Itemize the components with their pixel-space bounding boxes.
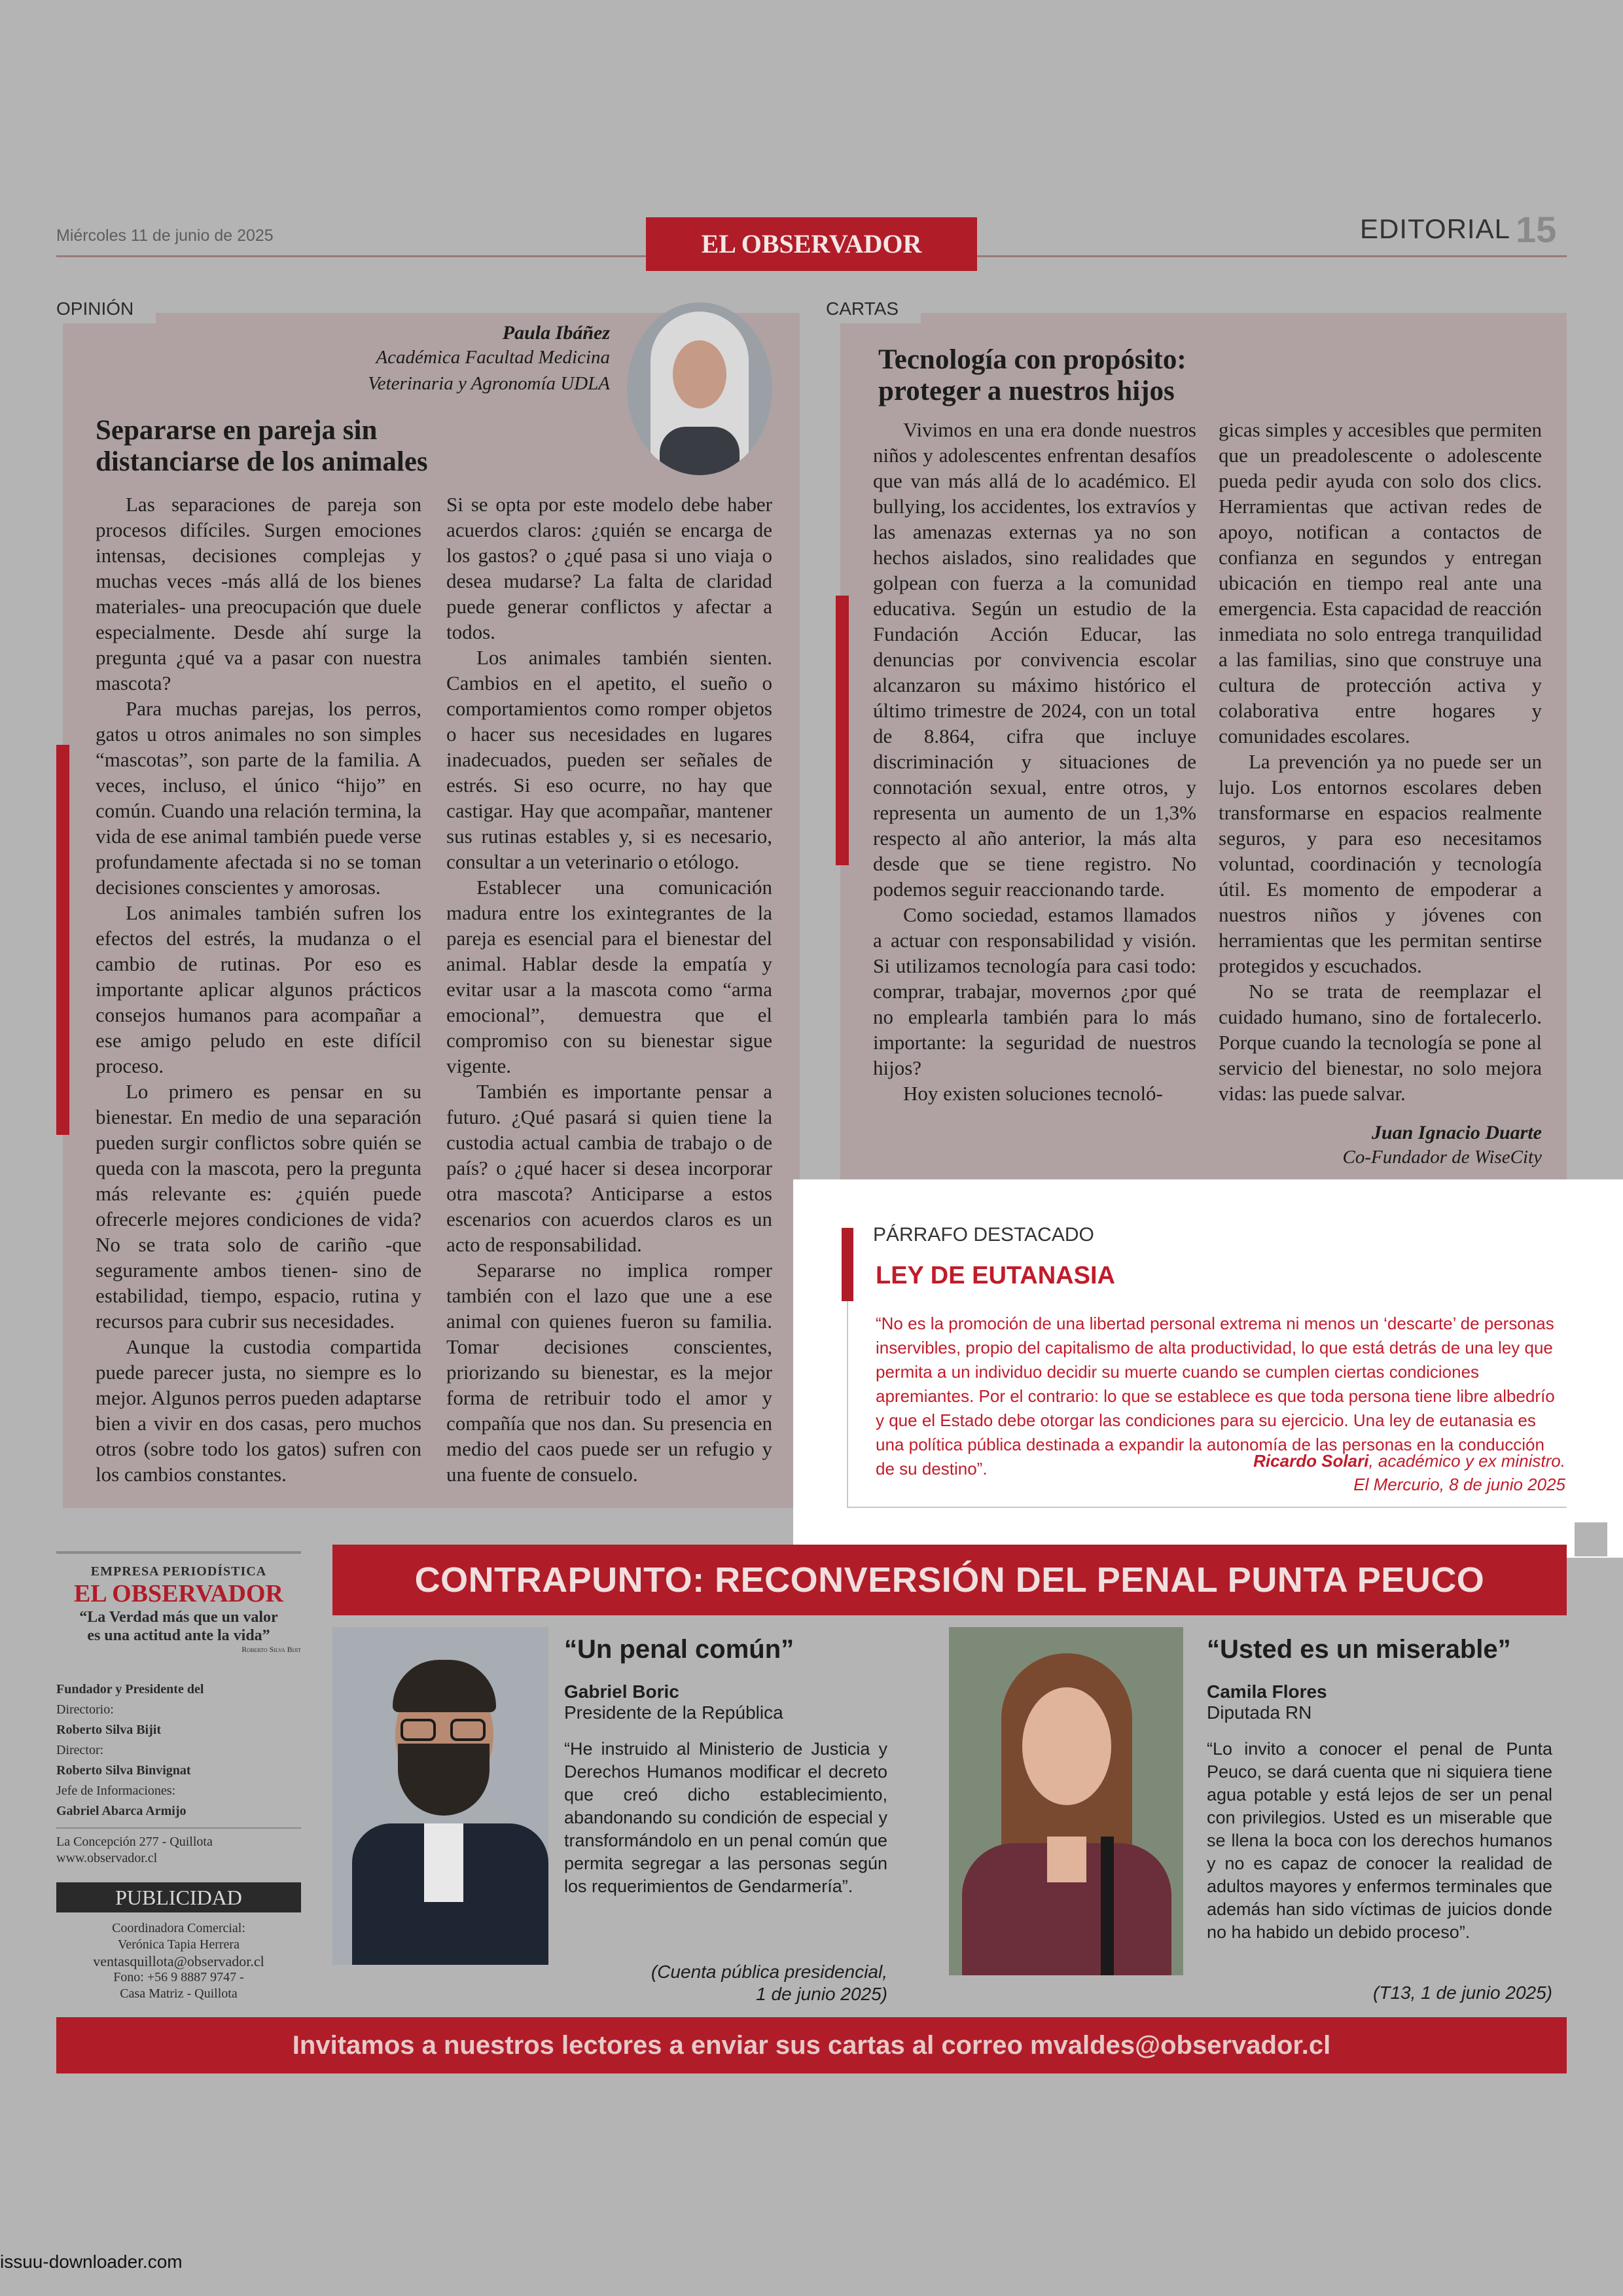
opinion-paragraph: Aunque la custodia compartida puede parecer justa, no siempre es lo mejor. Algunos perros pueden adaptarse bien a vivir en dos casas, pero muchos otros (sobre todo los gatos) sufren con los cambios constantes.: [96, 1335, 421, 1486]
opinion-paragraph: Los animales también sienten. Cambios en el apetito, el sueño o comportamientos como romper objetos o hacer sus necesidades en lugares inadecuados, pueden ser señales de estrés. Si eso ocurre, no hay que castigar. Hay que acompañar, mantener sus rutinas estables y, si es necesario, consultar a un veterinario o etólogo.: [446, 646, 772, 873]
ads-label: PUBLICIDAD: [56, 1882, 301, 1912]
opinion-paragraph: También es importante pensar a futuro. ¿Qué pasará si quien tiene la custodia actual cambia de trabajo o de país? o ¿qué hacer si desea incorporar otra mascota? Anticiparse a estos escenarios con acuerdos claros es un acto de responsabilidad.: [446, 1080, 772, 1256]
contrapunto-title: CONTRAPUNTO: RECONVERSIÓN DEL PENAL PUNTA PEUCO: [332, 1545, 1567, 1615]
opinion-author-role-1: Académica Facultad Medicina: [376, 347, 610, 368]
cartas-signature: [1219, 1122, 1542, 1170]
masthead-motto-2: es una actitud ante la vida”: [87, 1627, 270, 1644]
masthead-motto-1: “La Verdad más que un valor: [79, 1609, 278, 1626]
flores-quote-title: “Usted es un miserable”: [1207, 1635, 1511, 1664]
opinion-author-role-2: Veterinaria y Agronomía UDLA: [368, 373, 610, 394]
cartas-headline: [878, 344, 1467, 407]
highlight-attribution: [876, 1449, 1565, 1496]
masthead-staff: [56, 1679, 301, 1821]
cartas-label: CARTAS: [826, 298, 921, 323]
corner-mark: [1575, 1522, 1607, 1556]
ads-line-5: Casa Matriz - Quillota: [120, 1986, 238, 2001]
masthead: [56, 1564, 301, 1655]
boric-source-line2: 1 de junio 2025): [756, 1984, 887, 2004]
highlight-author-role: , académico y ex ministro.: [1368, 1451, 1565, 1471]
cartas-headline-line2: proteger a nuestros hijos: [878, 376, 1175, 406]
boric-name: Gabriel Boric: [564, 1681, 679, 1702]
masthead-web[interactable]: www.observador.cl: [56, 1851, 158, 1865]
boric-quote-text: “He instruido al Ministerio de Justicia y Derechos Humanos modificar el decreto que creó dicho establecimiento, abandonando su condición de especial y transformándolo en un penal común que permita segregar a las personas según los requerimientos de Gendarmería”.: [564, 1739, 887, 1896]
opinion-column-2: [446, 492, 772, 1487]
staff-info-label: Jefe de Informaciones:: [56, 1784, 176, 1798]
cartas-paragraph: No se trata de reemplazar el cuidado humano, sino de fortalecerlo. Porque cuando la tecnología se pone al servicio del bienestar, no solo mejora vidas: las puede salvar.: [1219, 980, 1542, 1105]
opinion-column-1: [96, 492, 421, 1487]
flores-source: (T13, 1 de junio 2025): [1373, 1982, 1552, 2003]
masthead-top-rule: [56, 1551, 301, 1554]
opinion-author-name: Paula Ibáñez: [502, 322, 610, 344]
opinion-byline: [288, 322, 610, 397]
masthead-name: EL OBSERVADOR: [73, 1580, 283, 1607]
ads-line-2: Verónica Tapia Herrera: [118, 1937, 240, 1952]
masthead-address-line: La Concepción 277 - Quillota: [56, 1835, 213, 1849]
opinion-headline-line1: Separarse en pareja sin: [96, 415, 378, 446]
boric-source: [564, 1961, 887, 2005]
cartas-paragraph: Hoy existen soluciones tecnoló-: [903, 1082, 1163, 1105]
staff-founder-name: Roberto Silva Bijit: [56, 1723, 161, 1737]
flores-role: Diputada RN: [1207, 1702, 1312, 1723]
masthead-motto-author: Roberto Silva Bijit: [241, 1645, 301, 1654]
opinion-accent-bar: [56, 745, 69, 1135]
highlight-title: LEY DE EUTANASIA: [876, 1262, 1115, 1289]
highlight-text: “No es la promoción de una libertad personal extrema ni menos un ‘descarte’ de personas inservibles, propio del capitalismo de alta productividad, lo que está detrás de una ley que permita a un individuo decidir su muerte cuando se cumplen ciertas condiciones apremiantes. Por el contrario: lo que se establece es que toda persona tiene libre albedrío y que el Estado debe otorgar las condiciones para su ejercicio. Una ley de eutanasia es una política pública destinada a expandir la autonomía de las personas en la conducción de su destino”.: [876, 1314, 1555, 1479]
page-number: 15: [1516, 209, 1557, 250]
cartas-signature-name: Juan Ignacio Duarte: [1371, 1122, 1542, 1143]
staff-founder-label-2: Directorio:: [56, 1702, 114, 1717]
boric-source-line1: (Cuenta pública presidencial,: [651, 1962, 887, 1982]
cartas-paragraph: Vivimos en una era donde nuestros niños y adolescentes enfrentan desafíos que van más allá de lo académico. El bullying, los accidentes, los extravíos y las amenazas externas ya no son hechos aislados, sino realidades que golpean con fuerza a la comunidad educativa. Según un estudio de la Fundación Acción Educar, las denuncias por convivencia escolar alcanzaron su máximo histórico el último trimestre de 2024, con un total de 8.864, cifra que incluye discriminación y situaciones de connotación sexual, entre otros, y representa un aumento de un 1,3% respecto al año anterior, la más alta desde que se tiene registro. No podemos seguir reaccionando tarde.: [873, 418, 1196, 901]
highlight-label: PÁRRAFO DESTACADO: [873, 1224, 1094, 1246]
ads-email[interactable]: ventasquillota@observador.cl: [93, 1953, 264, 1969]
highlight-accent-bar: [842, 1228, 853, 1301]
opinion-paragraph: Separarse no implica romper también con el lazo que une a ese animal con quienes fueron su familia. Tomar decisiones conscientes, priorizando su bienestar, es la mejor forma de retribuir todo el amor y compañía que nos dan. Su presencia en medio del caos puede ser un refugio y una fuente de consuelo.: [446, 1259, 772, 1486]
ads-phone: Fono: +56 9 8887 9747 -: [113, 1970, 244, 1984]
cartas-signature-role: Co-Fundador de WiseCity: [1342, 1147, 1542, 1168]
cartas-headline-line1: Tecnología con propósito:: [878, 344, 1186, 375]
staff-founder-label-1: Fundador y Presidente del: [56, 1682, 204, 1696]
ads-line-1: Coordinadora Comercial:: [112, 1921, 245, 1935]
highlight-author-line: [876, 1449, 1565, 1473]
opinion-label: OPINIÓN: [56, 298, 156, 323]
masthead-address: [56, 1834, 301, 1867]
staff-director-name: Roberto Silva Binvignat: [56, 1763, 191, 1778]
watermark: issuu-downloader.com: [0, 2251, 183, 2272]
masthead-rule: [56, 1827, 301, 1829]
ads-contact: [56, 1920, 301, 2002]
boric-photo: [332, 1627, 548, 1965]
flores-quote-text: “Lo invito a conocer el penal de Punta Peuco, se dará cuenta que ni siquiera tiene agua potable y está lejos de ser un penal con privilegios. Usted es un miserable que se llena la boca con los derechos humanos y no es capaz de conocer la realidad de adultos mayores y enfermos terminales que además han sido víctimas de juicios donde no ha habido un debido proceso”.: [1207, 1739, 1552, 1942]
highlight-author: Ricardo Solari: [1253, 1451, 1369, 1471]
highlight-source: El Mercurio, 8 de junio 2025: [1353, 1475, 1565, 1494]
section-name: EDITORIAL: [1360, 213, 1510, 244]
flores-quote: [1207, 1635, 1552, 1944]
opinion-headline-line2: distanciarse de los animales: [96, 446, 428, 477]
opinion-headline: [96, 415, 593, 478]
opinion-paragraph: Los animales también sufren los efectos del estrés, la mudanza o el cambio de rutinas. Por eso es importante aplicar algunos prácticos consejos humanos para acompañar a ese amigo peludo en este difícil proceso.: [96, 901, 421, 1077]
cartas-paragraph: Como sociedad, estamos llamados a actuar con responsabilidad y visión. Si utilizamos tecnología para casi todo: comprar, trabajar, movernos ¿por qué no emplearla también para lo más importante: la seguridad de nuestros hijos?: [873, 903, 1196, 1079]
issue-date: Miércoles 11 de junio de 2025: [56, 226, 274, 245]
cartas-paragraph: gicas simples y accesibles que permiten que un preadolescente o adolescente pueda pedir ayuda con solo dos clics. Herramientas que activan redes de apoyo, notifican a contactos de confianza en segundos y entregan ubicación en tiempo real ante una emergencia. Esta capacidad de reacción inmediata no solo entrega tranquilidad a las familias, sino que construye una cultura de protección activa y colaborativa entre hogares y comunidades escolares.: [1219, 418, 1542, 747]
opinion-author-photo: [627, 302, 772, 475]
opinion-paragraph: Para muchas parejas, los perros, gatos u otros animales no son simples “mascotas”, son parte de la familia. A veces, incluso, el único “hijo” en común. Cuando una relación termina, la vida de ese animal también puede verse profundamente afectada si no se toman decisiones conscientes y amorosas.: [96, 697, 421, 899]
opinion-paragraph: Si se opta por este modelo debe haber acuerdos claros: ¿quién se encarga de los gastos? o ¿qué pasa si uno viaja o desea mudarse? La falta de claridad puede generar conflictos y afectar a todos.: [446, 493, 772, 643]
masthead-kicker: EMPRESA PERIODÍSTICA: [90, 1564, 267, 1579]
boric-role: Presidente de la República: [564, 1702, 783, 1723]
opinion-paragraph: Lo primero es pensar en su bienestar. En medio de una separación pueden surgir conflictos sobre quién se queda con la mascota, pero la pregunta más relevante es: ¿quién puede ofrecerle mejores condiciones de vida? No se trata solo de cariño -que seguramente ambos tienen- sino de estabilidad, tiempo, espacio, rutina y recursos para cubrir sus necesidades.: [96, 1080, 421, 1333]
staff-director-label: Director:: [56, 1743, 104, 1757]
flores-photo: [949, 1627, 1183, 1975]
cartas-paragraph: La prevención ya no puede ser un lujo. Los entornos escolares deben transformarse en espacios realmente seguros, y para eso necesitamos voluntad, coordinación y tecnología útil. Es momento de empoderar a nuestros niños y jóvenes con herramientas que les permitan sentirse protegidos y escuchados.: [1219, 750, 1542, 977]
boric-quote-title: “Un penal común”: [564, 1635, 794, 1664]
cartas-column-1: [873, 417, 1196, 1106]
letters-invite-banner: Invitamos a nuestros lectores a enviar sus cartas al correo mvaldes@observador.cl: [56, 2017, 1567, 2073]
boric-quote: [564, 1635, 887, 1898]
opinion-paragraph: Establecer una comunicación madura entre los exintegrantes de la pareja es esencial para el bienestar del animal. Hablar desde la empatía y evitar usar a la mascota como “arma emocional”, demuestra que el compromiso con su bienestar sigue vigente.: [446, 876, 772, 1077]
cartas-accent-bar: [836, 596, 849, 865]
flores-name: Camila Flores: [1207, 1681, 1327, 1702]
opinion-paragraph: Las separaciones de pareja son procesos difíciles. Surgen emociones intensas, decisiones complejas y muchas veces -más allá de los bienes materiales- una preocupación que duele especialmente. Desde ahí surge la pregunta ¿qué va a pasar con nuestra mascota?: [96, 493, 421, 694]
cartas-column-2: [1219, 417, 1542, 1106]
newspaper-logo: EL OBSERVADOR: [646, 217, 977, 271]
staff-info-name: Gabriel Abarca Armijo: [56, 1804, 187, 1818]
